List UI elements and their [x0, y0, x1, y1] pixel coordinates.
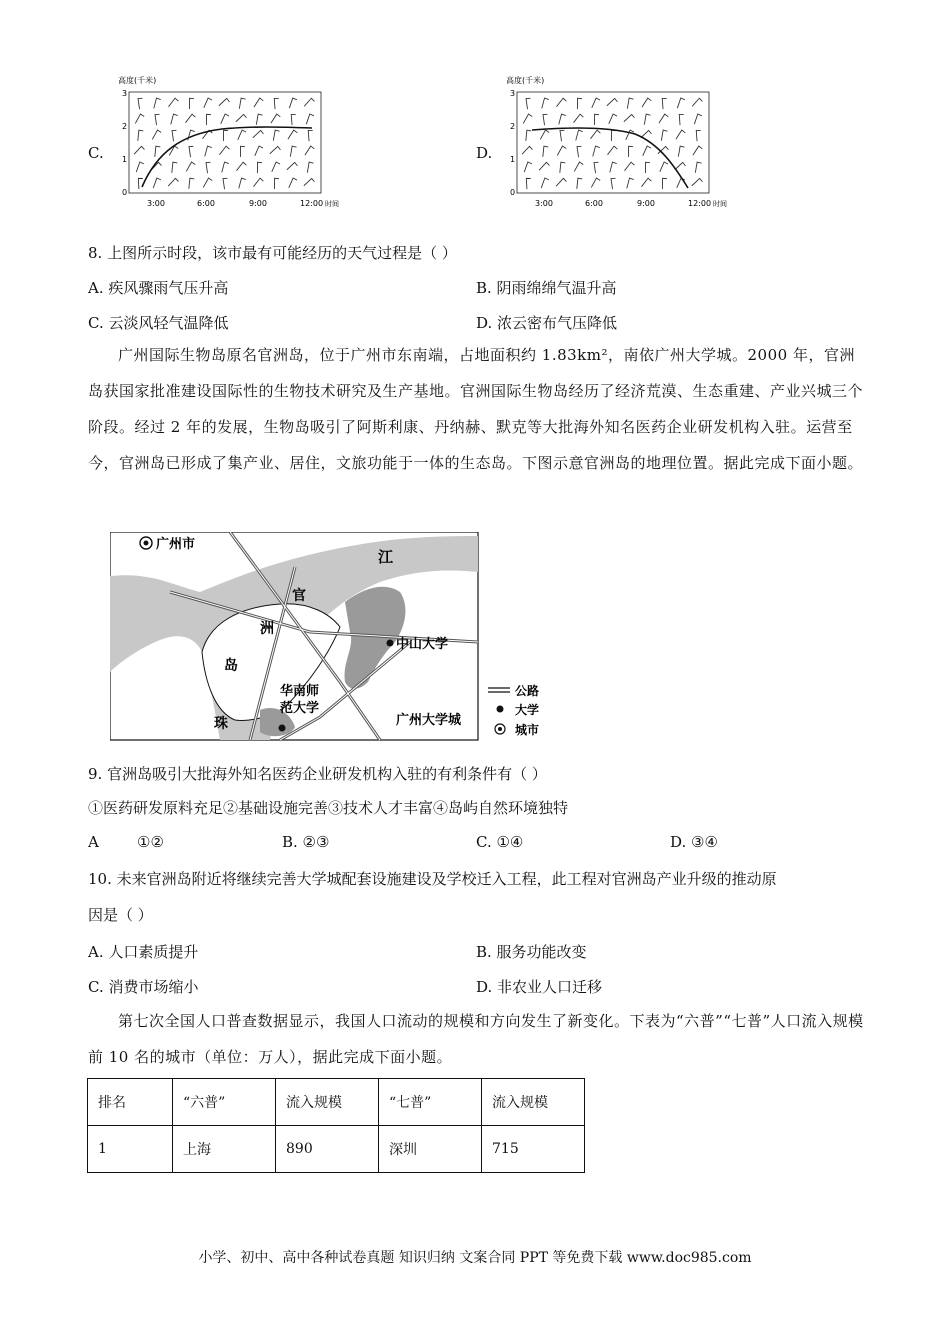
table-cell: 715: [482, 1126, 585, 1173]
wind-barb: [574, 177, 584, 189]
wind-barb: [238, 130, 246, 140]
wind-chart-d: [500, 72, 740, 212]
wind-barb: [135, 97, 147, 110]
q8-option-d: D. 浓云密布气压降低: [476, 314, 618, 332]
legend-city-label: 城市: [515, 723, 540, 737]
q8-option-b: B. 阴雨绵绵气温升高: [476, 279, 617, 297]
chart-d-ytick: 1: [510, 155, 516, 164]
wind-barb: [253, 129, 264, 141]
legend-uni-icon: [497, 706, 504, 713]
chart-c-frame: [129, 92, 321, 193]
wind-barb: [255, 146, 263, 156]
q8-option-c: C. 云淡风轻气温降低: [88, 314, 229, 332]
wind-barb: [541, 98, 550, 109]
wind-chart-c: [112, 72, 352, 212]
wind-barb: [168, 177, 179, 189]
wind-barb: [220, 145, 230, 157]
wind-barb: [677, 178, 685, 188]
wind-barb: [236, 113, 247, 125]
q10-stem-line2: 因是（ ）: [88, 906, 153, 924]
q10-stem-line1: 10. 未来官洲岛附近将继续完善大学城配套设施建设及学校迁入工程，此工程对官洲岛产业升级的推动原: [88, 870, 777, 888]
chart-d-xtick: 3:00: [535, 199, 553, 208]
table-cell: 上海: [173, 1126, 276, 1173]
wind-barb: [591, 113, 602, 125]
wind-barb: [558, 114, 567, 125]
map-city-label: 广州市: [156, 537, 196, 552]
wind-barb: [591, 161, 603, 174]
chart-d-wind-barbs: [522, 97, 704, 190]
legend-uni-label: 大学: [515, 703, 540, 717]
wind-barb: [153, 178, 161, 188]
wind-barb: [220, 177, 232, 190]
table-cell: 深圳: [379, 1126, 482, 1173]
wind-barb: [203, 161, 215, 174]
chart-d-xlabel: 时间: [713, 200, 727, 208]
option-c-label: C.: [88, 144, 104, 162]
q8-option-a: A. 疾风骤雨气压升高: [88, 279, 229, 297]
wind-barb: [254, 113, 264, 124]
wind-barb: [539, 161, 550, 173]
wind-barb: [271, 129, 281, 140]
wind-barb: [135, 129, 145, 141]
wind-barb: [524, 162, 532, 172]
wind-barb: [305, 129, 317, 141]
wind-barb: [642, 97, 652, 108]
chart-c-xtick: 12:00: [300, 199, 324, 208]
table-row: [88, 1126, 585, 1173]
wind-barb: [135, 114, 144, 125]
passage-census: 第七次全国人口普查数据显示，我国人口流动的规模和方向发生了新变化。下表为“六普”“七普”人口流入规模前 10 名的城市（单位：万人），据此完成下面小题。: [88, 1012, 864, 1066]
wind-barb: [169, 129, 181, 142]
wind-barb: [693, 129, 705, 141]
wind-barb: [221, 162, 230, 173]
wind-barb: [574, 113, 584, 125]
chart-d-ytick: 3: [510, 89, 516, 98]
wind-barb: [270, 145, 281, 157]
chart-d-xtick: 9:00: [637, 199, 655, 208]
wind-barb: [169, 146, 178, 157]
table-header-cell: 流入规模: [482, 1079, 585, 1126]
wind-barb: [642, 177, 652, 189]
chart-d-xtick: 12:00: [688, 199, 712, 208]
wind-barb: [540, 145, 550, 157]
wind-barb: [152, 145, 162, 157]
wind-barb: [186, 97, 197, 109]
wind-barb: [693, 161, 703, 172]
wind-barb: [592, 146, 601, 157]
wind-barb: [540, 130, 549, 141]
chart-d-curve: [532, 128, 688, 188]
chart-c-xtick: 3:00: [147, 199, 165, 208]
wind-barb: [305, 161, 315, 172]
wind-barb: [169, 161, 179, 173]
q9-option-b: B. ②③: [282, 833, 330, 851]
wind-barb: [607, 97, 618, 109]
wind-barb: [304, 97, 315, 109]
wind-barb: [592, 98, 600, 108]
wind-barb: [288, 113, 300, 125]
wind-barb: [271, 113, 281, 124]
wind-barb: [289, 178, 297, 188]
wind-barb: [642, 113, 652, 124]
wind-barb: [626, 178, 635, 189]
wind-barb: [152, 113, 164, 126]
wind-barb: [203, 178, 212, 189]
population-table: [87, 1078, 585, 1173]
map-island-label: 岛: [224, 658, 238, 674]
wind-barb: [523, 129, 533, 141]
table-cell: 1: [88, 1126, 173, 1173]
map-uni-label: 范大学: [280, 701, 320, 716]
map-river-label: 珠: [214, 716, 228, 732]
university-marker: [279, 725, 286, 732]
chart-c-ytick: 3: [122, 89, 128, 98]
wind-barb: [692, 177, 703, 189]
wind-barb: [676, 129, 686, 140]
wind-barb: [271, 97, 283, 109]
wind-barb: [625, 97, 635, 108]
wind-barb: [677, 98, 686, 108]
wind-barb: [186, 162, 195, 173]
wind-barb: [625, 145, 636, 157]
wind-barb: [254, 97, 264, 108]
wind-barb: [169, 97, 179, 109]
wind-barb: [591, 129, 601, 141]
q8-stem: 8. 上图所示时段，该市最有可能经历的天气过程是（ ）: [88, 244, 457, 262]
wind-barb: [152, 130, 161, 141]
wind-barb: [625, 161, 635, 173]
q10-option-b: B. 服务功能改变: [476, 943, 587, 961]
wind-barb: [523, 97, 535, 110]
wind-barb: [237, 97, 247, 108]
wind-barb: [204, 146, 213, 157]
q9-stem: 9. 官洲岛吸引大批海外知名医药企业研发机构入驻的有利条件有（ ）: [88, 765, 547, 783]
q10-option-c: C. 消费市场缩小: [88, 978, 199, 996]
q9-option-c: C. ①④: [476, 833, 524, 851]
wind-barb: [642, 161, 653, 173]
wind-barb: [676, 113, 688, 125]
wind-barb: [643, 146, 651, 156]
chart-d-xtick: 6:00: [585, 199, 603, 208]
wind-barb: [203, 113, 214, 125]
wind-barb: [522, 145, 533, 157]
table-header-row: [88, 1079, 585, 1126]
wind-barb: [540, 113, 552, 126]
wind-barb: [556, 177, 567, 189]
chart-c-ytick: 0: [122, 188, 128, 197]
wind-barb: [136, 162, 144, 172]
wind-barb: [254, 177, 264, 189]
wind-barb: [237, 161, 247, 173]
wind-barb: [659, 129, 669, 140]
wind-barb: [676, 145, 686, 156]
wind-barb: [170, 114, 179, 125]
q9-items: ①医药研发原料充足②基础设施完善③技术人才丰富④岛屿自然环境独特: [88, 799, 569, 817]
map-island-label: 官: [292, 588, 306, 604]
chart-d-ytick: 2: [510, 122, 516, 131]
wind-barb: [659, 177, 670, 189]
wind-barb: [557, 161, 567, 173]
wind-barb: [238, 178, 247, 189]
wind-barb: [574, 97, 585, 109]
wind-barb: [694, 114, 703, 124]
wind-barb: [220, 129, 231, 141]
wind-barb: [289, 98, 298, 108]
page-footer: 小学、初中、高中各种试卷真题 知识归纳 文案合同 PPT 等免费下载 www.doc985.com: [198, 1250, 752, 1266]
legend-road-label: 公路: [515, 684, 540, 698]
map-river-label: 江: [378, 548, 394, 566]
wind-barb: [574, 145, 586, 158]
wind-barb: [153, 98, 162, 109]
table-header-cell: 流入规模: [276, 1079, 379, 1126]
wind-barb: [557, 146, 566, 157]
wind-barb: [134, 145, 145, 157]
wind-barb: [306, 114, 315, 124]
option-d-label: D.: [476, 144, 493, 162]
wind-barb: [624, 113, 635, 125]
wind-barb: [219, 97, 230, 109]
map-uni-label: 中山大学: [396, 637, 449, 652]
wind-barb: [186, 113, 196, 125]
chart-c-ylabel: 高度(千米): [118, 76, 157, 85]
chart-d-ytick: 0: [510, 188, 516, 197]
wind-barb: [591, 178, 600, 189]
wind-barb: [659, 97, 671, 109]
q9-option-d: D. ③④: [670, 833, 718, 851]
table-header-cell: “六普”: [173, 1079, 276, 1126]
wind-barb: [608, 177, 620, 190]
wind-barb: [271, 177, 282, 189]
table-header-cell: “七普”: [379, 1079, 482, 1126]
wind-barb: [574, 162, 583, 173]
wind-barb: [659, 113, 669, 124]
chart-d-ylabel: 高度(千米): [506, 76, 545, 85]
map-uni-label: 广州大学城: [396, 713, 462, 728]
wind-barb: [186, 145, 198, 158]
chart-c-xlabel: 时间: [325, 200, 339, 208]
q10-option-d: D. 非农业人口迁移: [476, 978, 603, 996]
q9-option-a-letter: A: [88, 833, 99, 851]
q9-option-a: ①②: [137, 833, 164, 851]
wind-barb: [254, 161, 265, 173]
wind-barb: [541, 178, 549, 188]
wind-barb: [204, 98, 212, 108]
wind-barb: [523, 114, 532, 125]
chart-c-ytick: 2: [122, 122, 128, 131]
chart-c-xtick: 6:00: [197, 199, 215, 208]
wind-barb: [272, 162, 280, 172]
wind-barb: [660, 162, 668, 172]
chart-c-ytick: 1: [122, 155, 128, 164]
wind-barb: [557, 129, 569, 142]
wind-barb: [221, 114, 229, 124]
table-cell: 890: [276, 1126, 379, 1173]
wind-barb: [575, 130, 584, 141]
wind-barb: [186, 177, 196, 189]
university-marker: [387, 640, 394, 647]
wind-barb: [609, 162, 618, 173]
q10-option-a: A. 人口素质提升: [88, 943, 199, 961]
wind-barb: [287, 161, 298, 173]
chart-c-xtick: 9:00: [249, 199, 267, 208]
wind-barb: [692, 97, 703, 109]
wind-barb: [557, 97, 567, 109]
wind-barb: [608, 145, 618, 157]
wind-barb: [237, 145, 248, 157]
map-island-label: 洲: [260, 621, 274, 637]
wind-barb: [609, 114, 617, 124]
wind-barb: [304, 177, 315, 189]
wind-barb: [523, 177, 534, 189]
wind-barb: [288, 129, 298, 140]
passage-guanzhou: 广州国际生物岛原名官洲岛，位于广州市东南端，占地面积约 1.83km²，南依广州大学城。2000 年，官洲岛获国家批准建设国际性的生物技术研究及生产基地。官洲国际生物岛经历了经济荒漠、生态重建、产业兴城三个阶段。经过 2 年的发展，生物岛吸引了阿斯利康、丹纳赫、默克等大批海外知名医药企业研发机构入驻。运营至今，官洲岛已形成了集产业、居住，文旅功能于一体的生态岛。下图示意官洲岛的地理位置。据此完成下面小题。: [88, 346, 864, 472]
map-uni-label: 华南师: [280, 684, 320, 699]
chart-c-wind-barbs: [134, 97, 316, 190]
guanzhou-map: [110, 532, 550, 742]
wind-barb: [288, 145, 298, 156]
table-header-cell: 排名: [88, 1079, 173, 1126]
chart-d-frame: [517, 92, 709, 193]
wind-barb: [693, 145, 703, 156]
wind-barb: [305, 145, 315, 156]
